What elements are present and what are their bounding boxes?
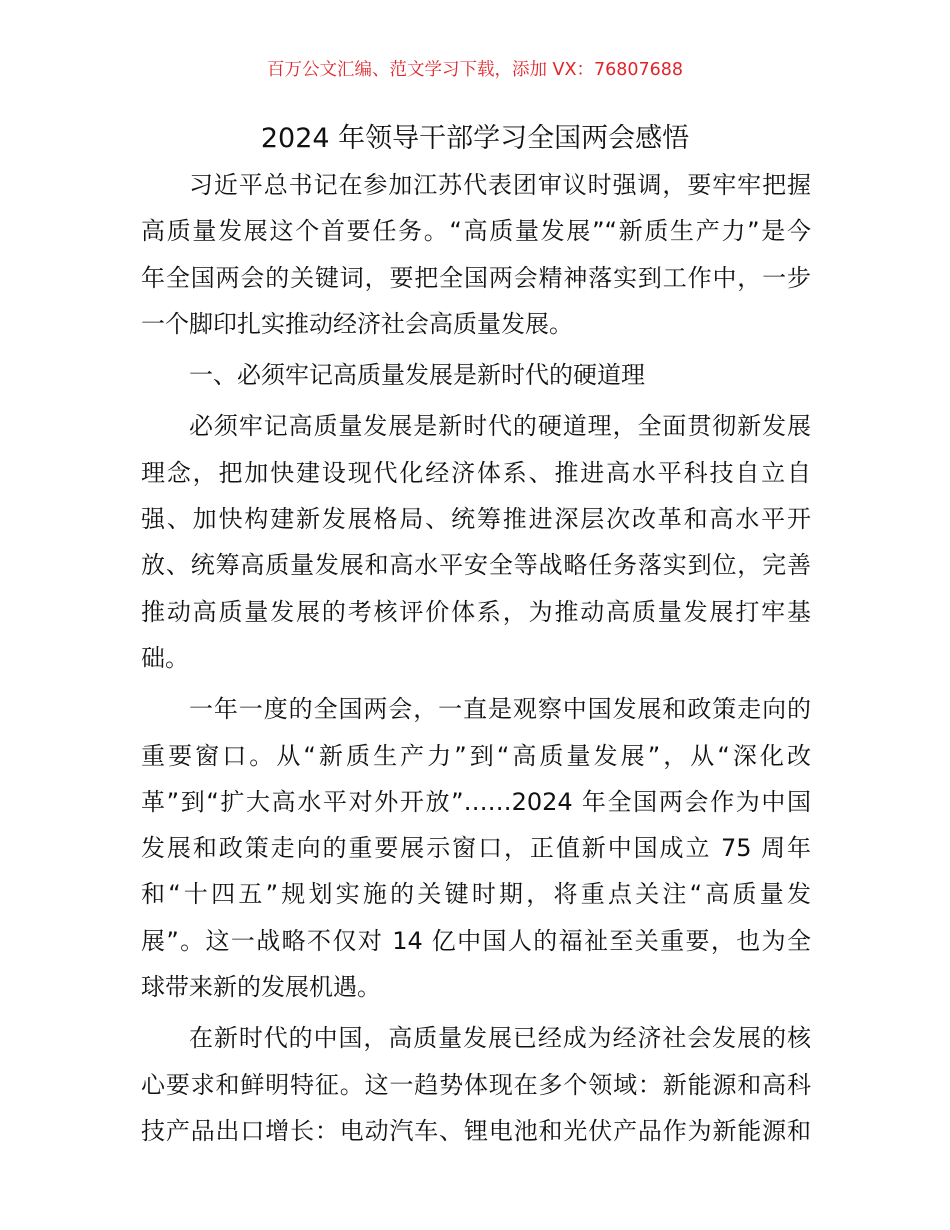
text-line: 技产品出口增长：电动汽车、锂电池和光伏产品作为新能源和	[141, 1116, 811, 1145]
text-line: 高质量发展这个首要任务。“高质量发展”“新质生产力”是今	[141, 217, 811, 246]
section-heading	[141, 352, 811, 398]
text-line: 一年一度的全国两会，一直是观察中国发展和政策走向的	[189, 695, 811, 724]
text-line: 球带来新的发展机遇。	[141, 973, 381, 1002]
paragraph	[141, 686, 811, 1010]
paragraph	[141, 403, 811, 681]
text-line: 发展和政策走向的重要展示窗口，正值新中国成立 75 周年	[141, 834, 811, 863]
text-line: 年全国两会的关键词，要把全国两会精神落实到工作中，一步	[141, 263, 811, 292]
watermark-header: 百万公文汇编、范文学习下载，添加 VX：76807688	[266, 60, 684, 80]
text-line: 和“十四五”规划实施的关键时期，将重点关注“高质量发	[141, 880, 811, 909]
text-line: 习近平总书记在参加江苏代表团审议时强调，要牢牢把握	[189, 171, 811, 199]
text-line: 必须牢记高质量发展是新时代的硬道理，全面贯彻新发展	[189, 412, 811, 441]
text-line: 放、统筹高质量发展和高水平安全等战略任务落实到位，完善	[141, 551, 811, 580]
text-line: 革”到“扩大高水平对外开放”……2024 年全国两会作为中国	[141, 787, 811, 816]
text-line: 重要窗口。从“新质生产力”到“高质量发展”，从“深化改	[141, 741, 811, 770]
text-line: 推动高质量发展的考核评价体系，为推动高质量发展打牢基	[141, 597, 811, 626]
text-line: 一个脚印扎实推动经济社会高质量发展。	[141, 309, 573, 338]
text-line: 心要求和鲜明特征。这一趋势体现在多个领域：新能源和高科	[141, 1070, 811, 1099]
text-line: 展”。这一战略不仅对 14 亿中国人的福祉至关重要，也为全	[141, 926, 811, 955]
text-line: 在新时代的中国，高质量发展已经成为经济社会发展的核	[189, 1024, 811, 1053]
document-title: 2024 年领导干部学习全国两会感悟	[260, 123, 690, 154]
text-line: 一、必须牢记高质量发展是新时代的硬道理	[189, 361, 645, 390]
paragraph	[141, 1015, 811, 1154]
text-line: 础。	[141, 643, 189, 672]
document-body	[141, 162, 811, 1159]
paragraph	[141, 162, 811, 347]
text-line: 理念，把加快建设现代化经济体系、推进高水平科技自立自	[141, 458, 811, 487]
text-line: 强、加快构建新发展格局、统筹推进深层次改革和高水平开	[141, 505, 811, 534]
